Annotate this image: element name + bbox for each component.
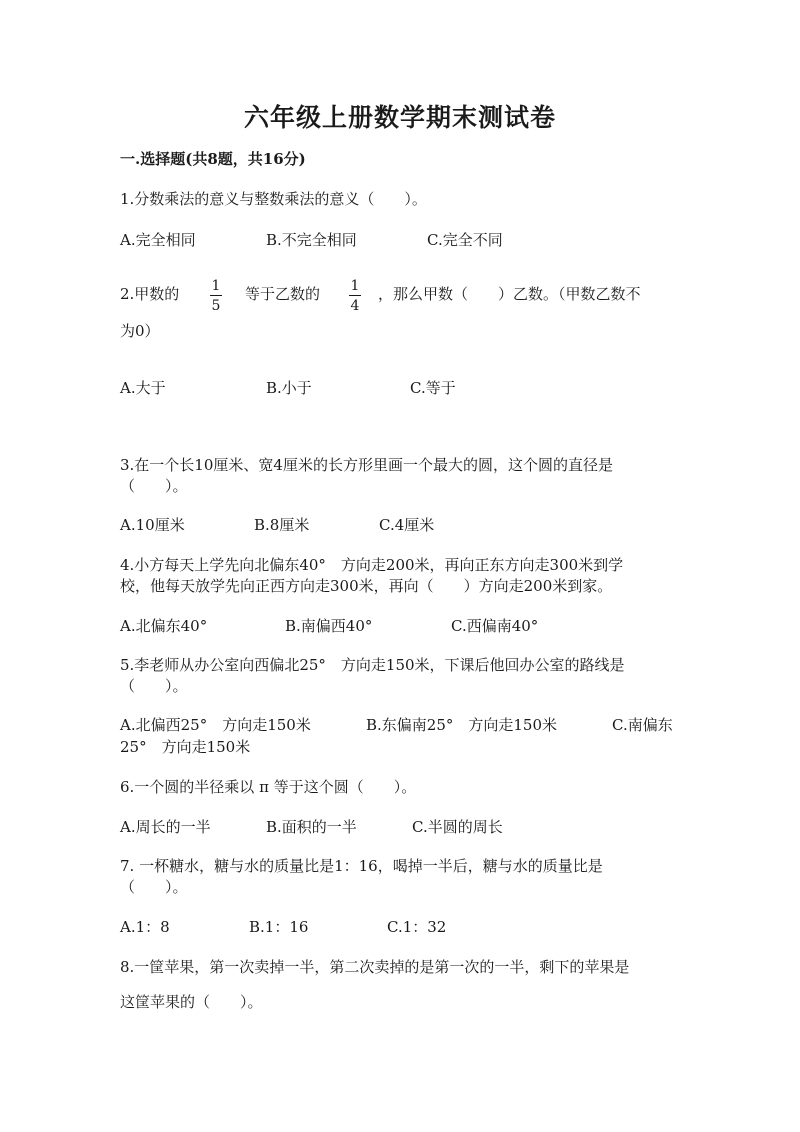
question-4-option-a: A.北偏东40° xyxy=(120,617,208,635)
question-3-stem-line-1: 3.在一个长10厘米、宽4厘米的长方形里画一个最大的圆，这个圆的直径是 xyxy=(120,456,613,474)
question-2-stem-part-3: ，那么甲数（ ）乙数。（甲数乙数不 xyxy=(378,285,641,303)
question-5-stem-line-2: （ ）。 xyxy=(120,677,188,695)
question-2-stem-part-2: 等于乙数的 xyxy=(245,285,321,303)
question-6-option-c: C.半圆的周长 xyxy=(412,818,503,836)
question-2-stem-line-2: 为0） xyxy=(120,322,160,340)
question-6-option-b: B.面积的一半 xyxy=(266,818,357,836)
question-5-option-a: A.北偏西25° 方向走150米 xyxy=(120,716,311,734)
question-4-stem-line-2: 校，他每天放学先向正西方向走300米，再向（ ）方向走200米到家。 xyxy=(120,577,613,595)
fraction-denominator: 5 xyxy=(211,298,221,314)
section-heading: 一.选择题(共8题，共16分) xyxy=(120,150,306,168)
question-4-option-b: B.南偏西40° xyxy=(285,617,373,635)
question-4-option-c: C.西偏南40° xyxy=(451,617,539,635)
question-2-stem-part-1: 2.甲数的 xyxy=(120,285,180,303)
question-1-option-c: C.完全不同 xyxy=(427,231,503,249)
fraction-numerator: 1 xyxy=(350,278,360,294)
question-7-option-a: A.1：8 xyxy=(120,918,170,936)
question-8-stem-line-2: 这筐苹果的（ ）。 xyxy=(120,993,263,1011)
question-5-option-c: C.南偏东 xyxy=(612,716,673,734)
question-6-stem: 6.一个圆的半径乘以 π 等于这个圆（ ）。 xyxy=(120,778,417,796)
question-2-option-a: A.大于 xyxy=(120,379,166,397)
question-7-option-c: C.1：32 xyxy=(387,918,447,936)
question-5-stem-line-1: 5.李老师从办公室向西偏北25° 方向走150米，下课后他回办公室的路线是 xyxy=(120,656,625,674)
question-2-option-c: C.等于 xyxy=(410,379,456,397)
question-5-option-b: B.东偏南25° 方向走150米 xyxy=(366,716,558,734)
question-6-option-a: A.周长的一半 xyxy=(120,818,211,836)
question-7-option-b: B.1：16 xyxy=(249,918,309,936)
question-1-option-a: A.完全相同 xyxy=(120,231,196,249)
question-1-option-b: B.不完全相同 xyxy=(266,231,357,249)
question-2-option-b: B.小于 xyxy=(266,379,312,397)
question-3-option-c: C.4厘米 xyxy=(379,516,435,534)
page-title: 六年级上册数学期末测试卷 xyxy=(243,103,556,132)
question-1-stem: 1.分数乘法的意义与整数乘法的意义（ ）。 xyxy=(120,190,427,208)
question-3-stem-line-2: （ ）。 xyxy=(120,477,188,495)
question-7-stem-line-2: （ ）。 xyxy=(120,878,188,896)
question-3-option-b: B.8厘米 xyxy=(254,516,310,534)
question-5-option-c-continuation: 25° 方向走150米 xyxy=(120,738,251,756)
question-2-fraction-2 xyxy=(347,279,363,313)
fraction-denominator: 4 xyxy=(350,298,360,314)
question-2-fraction-1 xyxy=(208,279,224,313)
question-7-stem-line-1: 7. 一杯糖水，糖与水的质量比是1：16，喝掉一半后，糖与水的质量比是 xyxy=(120,857,603,875)
question-8-stem-line-1: 8.一筐苹果，第一次卖掉一半，第二次卖掉的是第一次的一半，剩下的苹果是 xyxy=(120,958,630,976)
question-4-stem-line-1: 4.小方每天上学先向北偏东40° 方向走200米，再向正东方向走300米到学 xyxy=(120,556,624,574)
fraction-numerator: 1 xyxy=(211,278,221,294)
question-3-option-a: A.10厘米 xyxy=(120,516,185,534)
